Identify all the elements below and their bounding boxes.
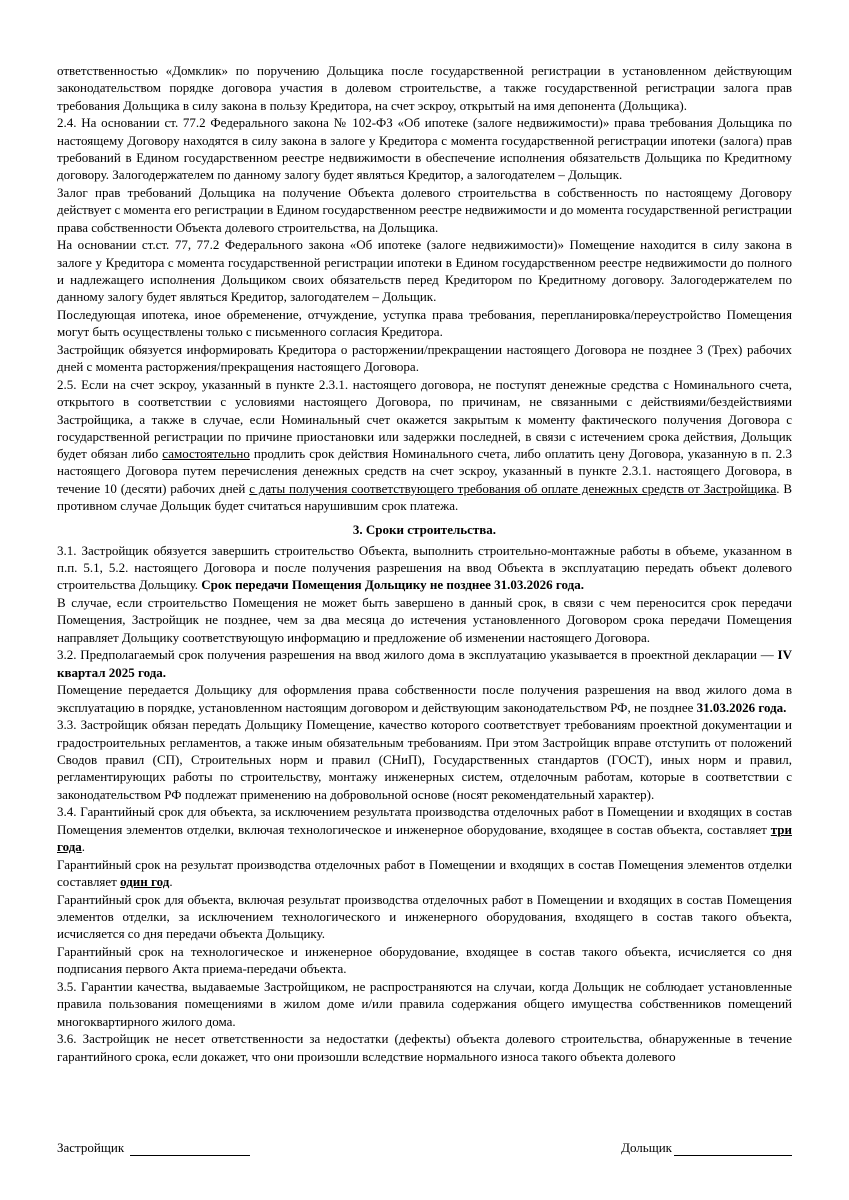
section-heading-3: 3. Сроки строительства. — [352, 522, 497, 538]
paragraph-na-osnovanii-st-77: На основании ст.ст. 77, 77.2 Федерального закона «Об ипотеке (залоге недвижимости)» Помещение находится в силу закона в залоге у Кредитора с момента государственной регистрации ипотеки в Едином государственном реестре недвижимости до полного и надлежащего исполнения Дольщиком своих обязательств перед Кредитором по Кредитному договору. Залогодержателем по данному залогу будет являться Кредитор, залогодателем – Дольщик. — [57, 237, 792, 305]
paragraph-3-5: 3.5. Гарантии качества, выдаваемые Застройщиком, не распространяются на случаи, когда Дольщик не соблюдает установленные правила пользования помещениями в жилом доме и/или правила содержания общего имущества собственников помещений многоквартирного жилого дома. — [57, 979, 792, 1029]
page-footer — [57, 1140, 792, 1156]
paragraph-3-6: 3.6. Застройщик не несет ответственности за недостатки (дефекты) объекта долевого строительства, обнаруженные в течение гарантийного срока, если докажет, что они произошли вследствие нормального износа такого объекта долевого — [57, 1031, 792, 1064]
paragraph-peredacha-pomeshcheniya: Помещение передается Дольщику для оформления права собственности после получения разрешения на ввод жилого дома в эксплуатацию в порядке, установленном настоящим договором и действующим законодательством РФ, не позднее 31.03.2026 года. — [57, 682, 792, 715]
paragraph-informirovanie-kreditora: Застройщик обязуется информировать Кредитора о расторжении/прекращении настоящего Договора не позднее 3 (Трех) рабочих дней с момента расторжения/прекращения настоящего Договора. — [57, 342, 792, 375]
paragraph-continuation: ответственностью «Домклик» по поручению Дольщика после государственной регистрации в установленном действующим законодательством порядке договора участия в долевом строительстве, а также государственной регистрации залога прав требования Дольщика в силу закона в пользу Кредитора, на счет эскроу, открытый на имя депонента (Дольщика). — [57, 63, 792, 113]
signature-line-developer — [130, 1143, 250, 1156]
paragraph-garantiya-obekt: Гарантийный срок для объекта, включая результат производства отделочных работ в Помещении и входящих в состав Помещения элементов отделки, за исключением технологического и инженерного оборудования, входящего в состав такого объекта, исчисляется со дня передачи объекта Дольщику. — [57, 891, 792, 942]
paragraph-2-5: 2.5. Если на счет эскроу, указанный в пункте 2.3.1. настоящего договора, не поступят денежные средства с Номинального счета, открытого в соответствии с условиями настоящего Договора, по причинам, не связанными с действиями/бездействиями Застройщика, а также в случае, если Номинальный счет окажется закрытым к моменту фактического получения Договора с государственной регистрации по причине приостановки или задержки последней, в связи с истечением срока действия, Дольщик будет обязан либо самостоятельно продлить срок действия Номинального счета, либо оплатить цену Договора, указанную в п. 2.3 настоящего Договора путем перечисления денежных средств на счет эскроу, указанный в пункте 2.3.1. настоящего Договора, в течение 10 (десяти) рабочих дней с даты получения соответствующего требования об оплате денежных средств от Застройщика. В противном случае Дольщик будет считаться нарушившим срок платежа. — [57, 377, 793, 514]
paragraph-garantiya-oborudovanie: Гарантийный срок на технологическое и инженерное оборудование, входящее в состав такого объекта, исчисляется со дня подписания первого Акта приема-передачи объекта. — [57, 944, 792, 977]
paragraph-posleduyushchaya-ipoteka: Последующая ипотека, иное обременение, отчуждение, уступка права требования, перепланировка/переустройство Помещения могут быть осуществлены только с письменного согласия Кредитора. — [57, 306, 792, 340]
paragraph-v-sluchae-esli: В случае, если строительство Помещения не может быть завершено в данный срок, в связи с чем переносится срок передачи Помещения, Застройщик не позднее, чем за два месяца до истечения установленного Договором срока передачи Помещения направляет Дольщику соответствующую информацию и предложение об изменении настоящего Договора. — [57, 594, 792, 645]
signature-label-developer: Застройщик — [57, 1140, 125, 1155]
signature-block-developer — [57, 1140, 250, 1156]
paragraph-zalog-prav: Залог прав требований Дольщика на получение Объекта долевого строительства в собственность по настоящему Договору действует с момента его регистрации в Едином государственном реестре недвижимости и до момента государственной регистрации права собственности Объекта долевого строительства, на Дольщика. — [57, 184, 792, 235]
paragraph-3-3: 3.3. Застройщик обязан передать Дольщику Помещение, качество которого соответствует требованиям проектной документации и градостроительных регламентов, а также иным обязательным требованиям. При этом Застройщик вправе отступить от положений Сводов правил (СП), Строительных норм и правил (СНиП), Государственных стандартов (ГОСТ), иных норм и правил, регламентирующих работы по строительству, монтажу инженерных систем, отделочным работам, которые в соответствии с законодательством РФ подлежат применению на добровольной основе (носят рекомендательный характер). — [57, 717, 792, 802]
document-body — [57, 62, 792, 1065]
paragraph-garantiya-otdelka: Гарантийный срок на результат производства отделочных работ в Помещении и входящих в состав Помещения элементов отделки составляет один год. — [57, 856, 792, 889]
paragraph-3-2: 3.2. Предполагаемый срок получения разрешения на ввод жилого дома в эксплуатацию указывается в проектной декларации — IV квартал 2025 года. — [57, 647, 792, 680]
signature-line-participant — [674, 1143, 792, 1156]
paragraph-3-4: 3.4. Гарантийный срок для объекта, за исключением результата производства отделочных работ в Помещении и входящих в состав Помещения элементов отделки, включая технологическое и инженерное оборудование, входящее в состав объекта, составляет три года. — [57, 804, 792, 854]
signature-label-participant: Дольщик — [621, 1140, 672, 1155]
signature-block-participant — [621, 1140, 792, 1156]
paragraph-3-1: 3.1. Застройщик обязуется завершить строительство Объекта, выполнить строительно-монтажные работы в объеме, указанном в п.п. 5.1, 5.2. настоящего Договора и после получения разрешения на ввод Объекта в эксплуатацию передать объект долевого строительства Дольщику. Срок передачи Помещения Дольщику не позднее 31.03.2026 года. — [57, 542, 792, 593]
paragraph-2-4: 2.4. На основании ст. 77.2 Федерального закона № 102-ФЗ «Об ипотеке (залоге недвижимости)» права требования Дольщика по настоящему Договору находятся в силу закона в залоге у Кредитора с момента государственной регистрации ипотеки (залога) прав требований в Едином государственном реестре недвижимости в обеспечение исполнения обязательств Дольщика по Кредитному договору. Залогодержателем по данному залогу будет являться Кредитор, а залогодателем – Дольщик. — [57, 115, 792, 183]
